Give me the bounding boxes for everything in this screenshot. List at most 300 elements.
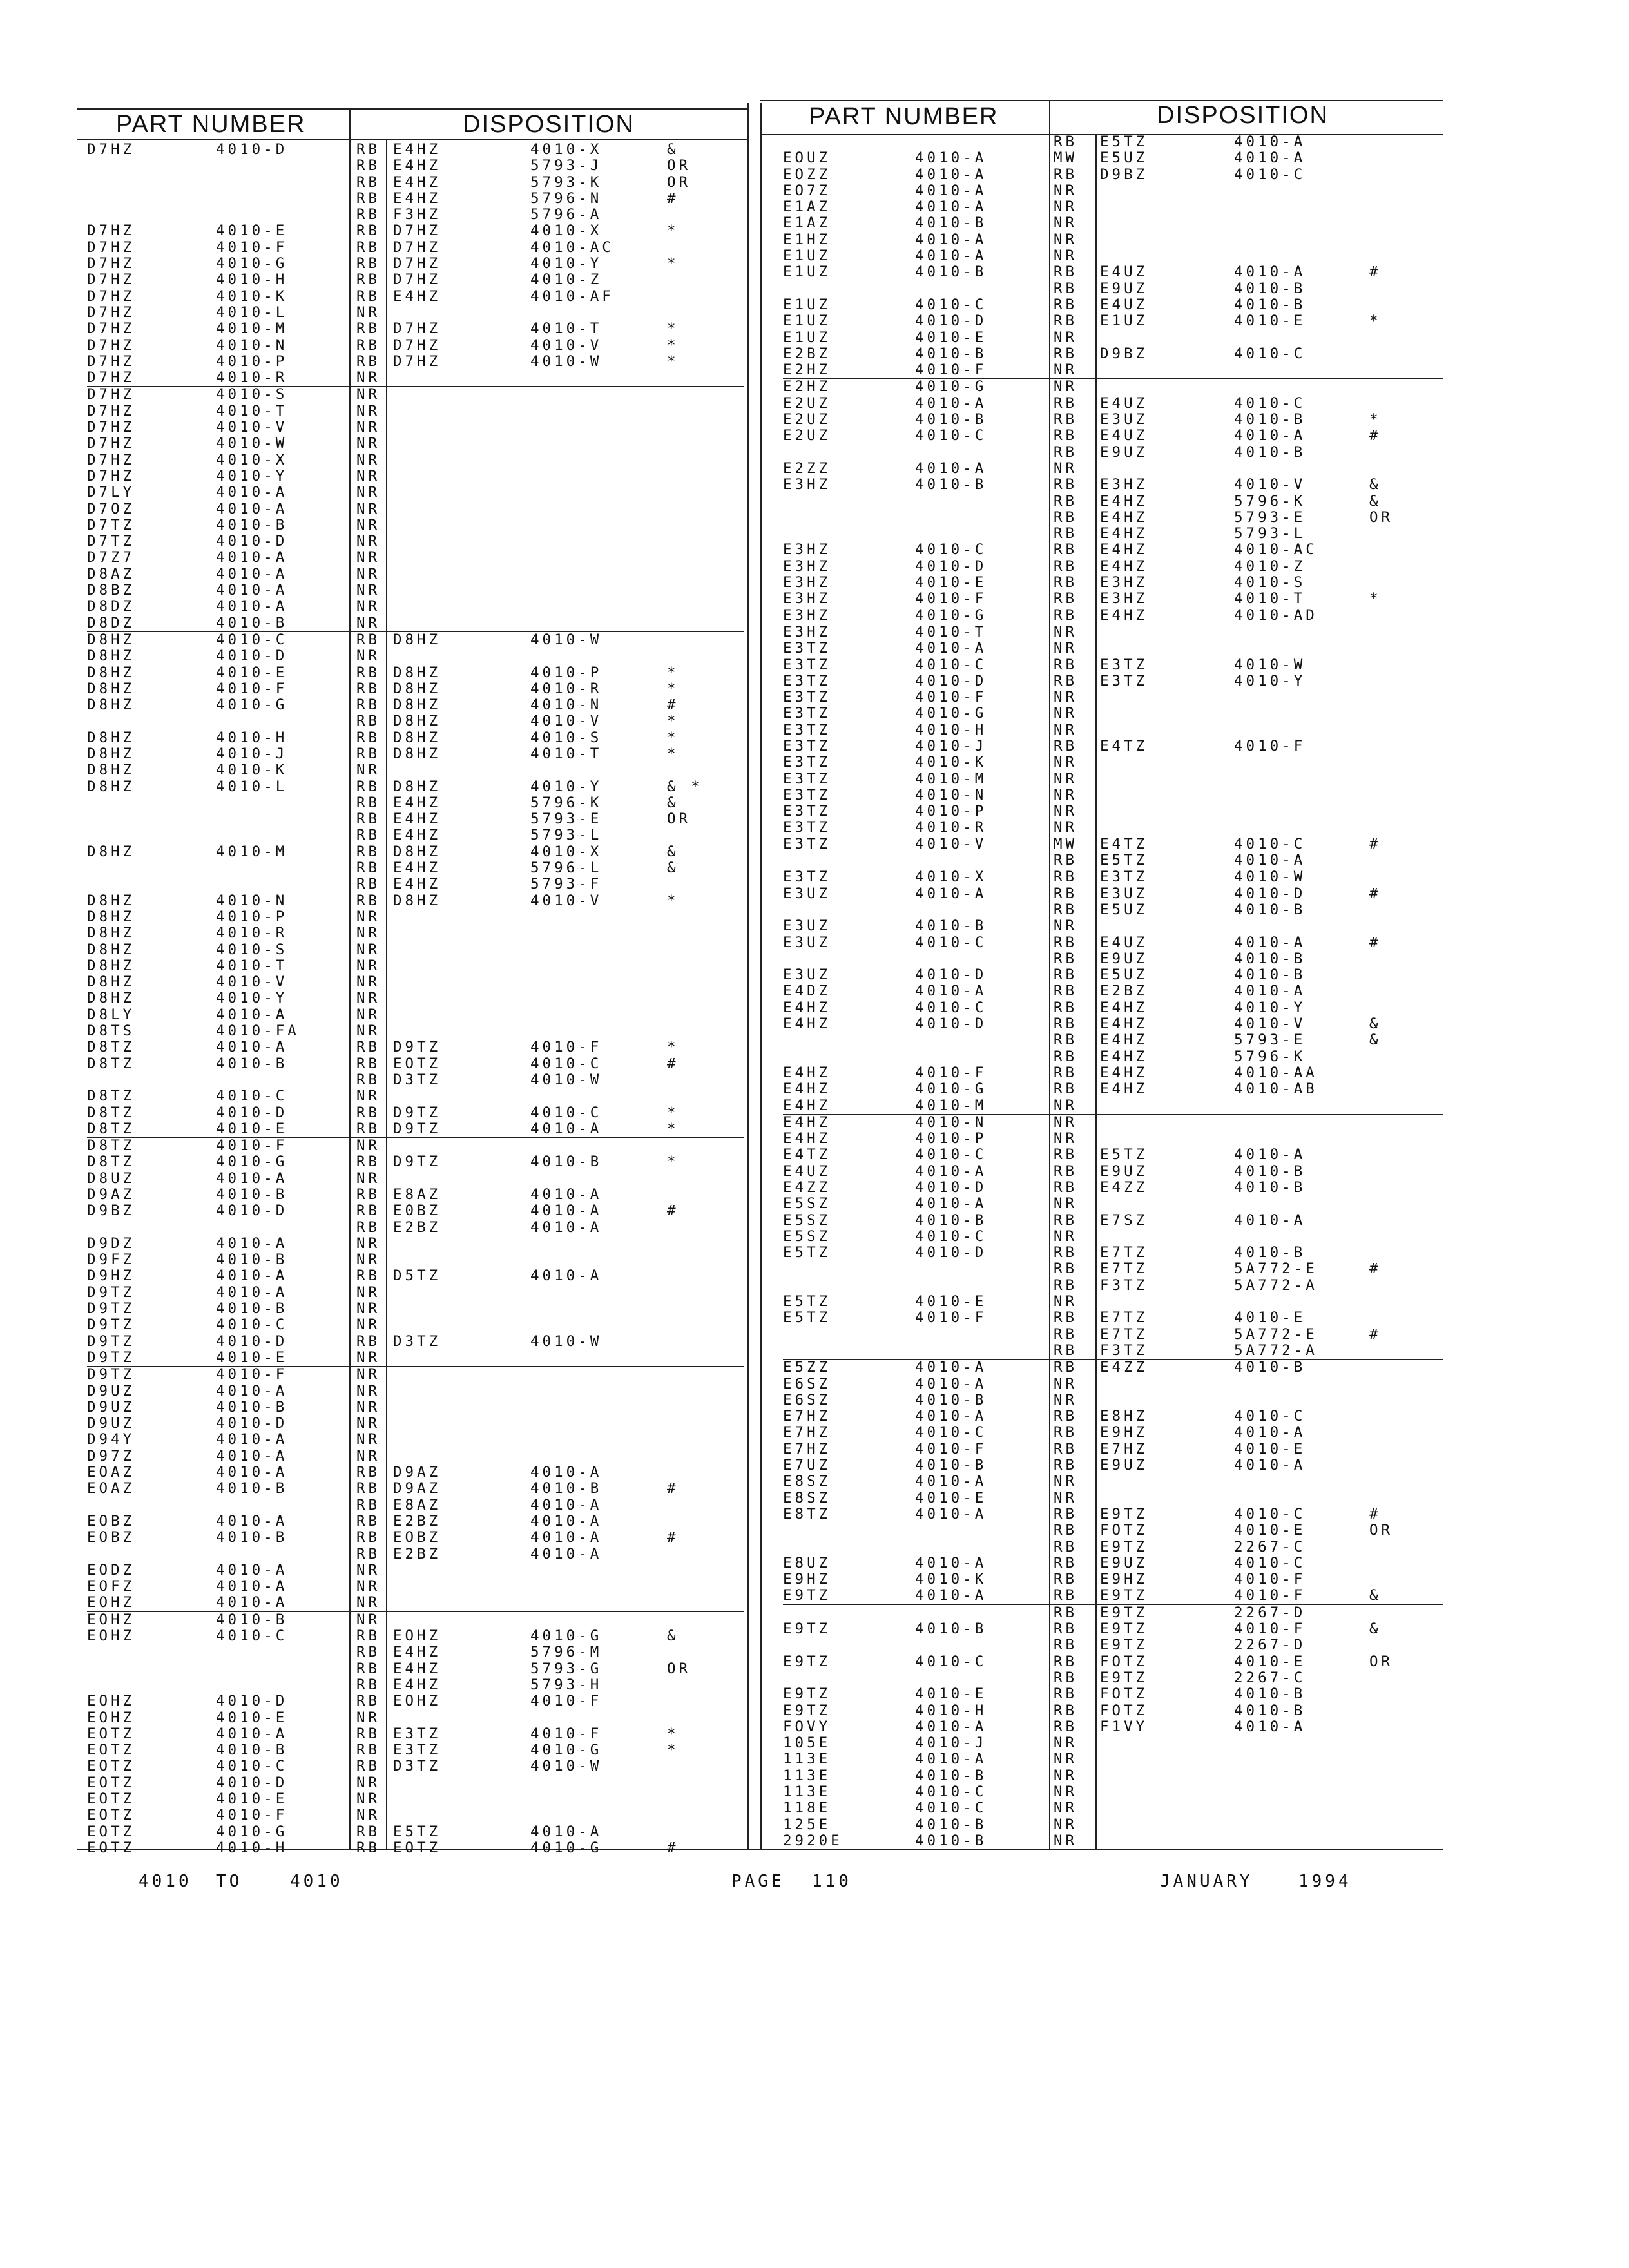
part-base: 4010-B (216, 516, 288, 533)
disposition-code: NR (1054, 640, 1078, 657)
disposition-code: NR (1054, 198, 1078, 216)
part-prefix: D8UZ (87, 1169, 135, 1187)
note: * (667, 680, 679, 697)
disposition-code: NR (356, 614, 381, 631)
new-prefix: D7HZ (393, 222, 441, 240)
table-row (87, 1611, 744, 1628)
new-base: 5796-K (1234, 1048, 1306, 1065)
new-prefix: E4HZ (1100, 525, 1148, 543)
new-prefix: D8HZ (393, 697, 441, 714)
disposition-code: NR (356, 467, 381, 485)
part-prefix: D94Y (87, 1431, 135, 1448)
new-base: 4010-Y (530, 778, 602, 795)
disposition-code: RB (356, 1480, 381, 1497)
part-prefix: EOHZ (87, 1611, 135, 1628)
part-base: 4010-B (216, 1529, 288, 1546)
new-base: 4010-X (530, 141, 602, 158)
new-prefix: E9TZ (1100, 1620, 1148, 1638)
table-row (783, 722, 1443, 738)
note: * (667, 729, 679, 746)
table-row (87, 1334, 744, 1350)
table-row (783, 248, 1443, 264)
disposition-code: RB (356, 206, 381, 224)
part-prefix: EOTZ (87, 1774, 135, 1791)
disposition-code: RB (1054, 1146, 1078, 1164)
footer-range-from: 4010 (139, 1872, 192, 1891)
note: # (667, 1480, 679, 1497)
disposition-code: NR (1054, 1816, 1078, 1833)
part-prefix: E3HZ (783, 623, 831, 640)
table-row (87, 1661, 744, 1677)
part-prefix: 125E (783, 1816, 831, 1833)
part-prefix: E4HZ (783, 999, 831, 1016)
part-base: 4010-F (915, 590, 987, 608)
note: * (667, 1725, 679, 1742)
note: & (1369, 1620, 1382, 1638)
disposition-code: NR (356, 762, 381, 779)
part-base: 4010-M (915, 1097, 987, 1114)
table-row (783, 412, 1443, 428)
note: & (1369, 1032, 1382, 1049)
part-base: 4010-J (915, 737, 987, 754)
disposition-code: NR (356, 565, 381, 582)
part-base: 4010-N (216, 892, 288, 909)
part-prefix: D8HZ (87, 778, 135, 795)
part-prefix: EOZZ (783, 166, 831, 183)
table-row (783, 738, 1443, 754)
part-prefix: E9TZ (783, 1686, 831, 1703)
new-base: 4010-C (1234, 1505, 1306, 1523)
note: * (667, 352, 679, 370)
part-base: 4010-E (216, 1790, 288, 1807)
new-base: 4010-T (530, 320, 602, 338)
disposition-code: RB (1054, 1211, 1078, 1229)
part-base: 4010-B (915, 1391, 987, 1408)
disposition-code: RB (1054, 1718, 1078, 1735)
part-base: 4010-D (216, 1202, 288, 1220)
part-prefix: E3UZ (783, 934, 831, 951)
part-prefix: E5TZ (783, 1293, 831, 1311)
new-prefix: E4HZ (393, 157, 441, 175)
new-base: 4010-AB (1234, 1081, 1318, 1098)
part-prefix: D7HZ (87, 369, 135, 387)
new-prefix: E9TZ (1100, 1669, 1148, 1686)
new-prefix: E9UZ (1100, 1457, 1148, 1474)
new-prefix: D8HZ (393, 729, 441, 746)
table-row (87, 779, 744, 795)
disposition-code: RB (1054, 1686, 1078, 1703)
note: * (667, 713, 679, 730)
part-base: 4010-C (915, 1783, 987, 1800)
table-row (87, 631, 744, 648)
part-base: 4010-P (216, 908, 288, 925)
new-base: 4010-AF (530, 287, 614, 305)
note: * (667, 1153, 679, 1171)
new-base: 5793-E (1234, 508, 1306, 526)
part-prefix: EOHZ (87, 1628, 135, 1645)
part-prefix: D7HZ (87, 141, 135, 158)
part-base: 4010-C (915, 1800, 987, 1817)
part-prefix: D8AZ (87, 565, 135, 582)
new-base: 4010-A (1234, 934, 1306, 951)
part-base: 4010-K (216, 762, 288, 779)
part-base: 4010-L (216, 778, 288, 795)
table-row (783, 1245, 1443, 1261)
part-prefix: E6SZ (783, 1375, 831, 1392)
new-base: 4010-B (1234, 296, 1306, 313)
part-prefix: E3TZ (783, 737, 831, 754)
new-base: 4010-C (1234, 345, 1306, 362)
disposition-code: RB (1054, 1276, 1078, 1294)
part-base: 4010-S (216, 386, 288, 403)
table-row (87, 1448, 744, 1465)
note: OR (667, 811, 691, 828)
table-row (783, 1343, 1443, 1359)
table-row (87, 1807, 744, 1823)
table-row (783, 1800, 1443, 1816)
part-prefix: D8HZ (87, 908, 135, 925)
part-prefix: E3HZ (783, 541, 831, 559)
part-base: 4010-H (216, 1839, 288, 1856)
part-base: 4010-G (915, 378, 987, 396)
table-row (87, 1007, 744, 1023)
right-table-body (783, 134, 1443, 1849)
part-base: 4010-D (216, 1332, 288, 1350)
part-prefix: D8BZ (87, 582, 135, 599)
disposition-code: NR (1054, 1130, 1078, 1148)
new-prefix: D3TZ (393, 1758, 441, 1775)
disposition-code: RB (356, 189, 381, 207)
table-row (87, 1693, 744, 1709)
new-base: 4010-A (1234, 852, 1306, 869)
part-base: 4010-C (915, 1653, 987, 1670)
table-row (87, 762, 744, 778)
part-base: 4010-A (216, 1006, 288, 1023)
part-prefix: D8HZ (87, 990, 135, 1007)
table-row (87, 1350, 744, 1366)
part-base: 4010-F (915, 1440, 987, 1457)
part-prefix: EOTZ (87, 1839, 135, 1856)
new-base: 4010-A (1234, 1718, 1306, 1735)
disposition-code: NR (1054, 918, 1078, 935)
table-row (87, 305, 744, 321)
part-base: 4010-A (216, 582, 288, 599)
part-prefix: E3TZ (783, 835, 831, 852)
disposition-code: NR (356, 303, 381, 321)
part-prefix: D9TZ (87, 1366, 135, 1383)
part-base: 4010-A (915, 1751, 987, 1768)
part-prefix: E4HZ (783, 1130, 831, 1148)
part-base: 4010-E (216, 1709, 288, 1726)
part-prefix: E3TZ (783, 689, 831, 706)
table-row (783, 820, 1443, 836)
new-prefix: D9AZ (393, 1480, 441, 1497)
part-base: 4010-C (216, 1088, 288, 1105)
new-prefix: E4HZ (393, 811, 441, 828)
part-prefix: D7HZ (87, 255, 135, 273)
new-base: 5796-M (530, 1644, 602, 1661)
table-row (87, 158, 744, 174)
new-base: 5793-F (530, 876, 602, 893)
disposition-code: NR (356, 974, 381, 991)
part-prefix: E3HZ (783, 476, 831, 494)
table-row (783, 608, 1443, 624)
part-prefix: E5SZ (783, 1227, 831, 1245)
part-base: 4010-A (216, 1464, 288, 1481)
table-row (87, 827, 744, 843)
part-prefix: E4DZ (783, 983, 831, 1000)
part-prefix: D7HZ (87, 386, 135, 403)
new-prefix: E4HZ (1100, 492, 1148, 510)
part-base: 4010-D (216, 648, 288, 665)
part-prefix: E8TZ (783, 1505, 831, 1523)
part-base: 4010-C (915, 1424, 987, 1441)
part-prefix: E1HZ (783, 231, 831, 248)
disposition-code: RB (1054, 312, 1078, 330)
disposition-code: RB (1054, 737, 1078, 754)
part-base: 4010-E (216, 222, 288, 240)
part-prefix: D7HZ (87, 336, 135, 354)
new-base: 4010-D (1234, 885, 1306, 902)
table-row (87, 142, 744, 158)
disposition-code: RB (356, 778, 381, 795)
disposition-code: NR (1054, 459, 1078, 477)
new-prefix: E4UZ (1100, 296, 1148, 313)
note: & (667, 843, 679, 860)
part-prefix: E9TZ (783, 1587, 831, 1604)
table-row (783, 1261, 1443, 1277)
footer-range-to-word: TO (216, 1872, 243, 1891)
part-prefix: E1AZ (783, 198, 831, 216)
table-row (783, 836, 1443, 852)
left-table-body (87, 142, 744, 1856)
new-base: 5793-G (530, 1660, 602, 1677)
table-row (87, 1481, 744, 1497)
new-prefix: D9BZ (1100, 345, 1148, 362)
footer-range-to: 4010 (290, 1872, 343, 1891)
table-row (783, 1506, 1443, 1523)
table-row (87, 550, 744, 566)
part-prefix: E3UZ (783, 966, 831, 984)
table-row (87, 1088, 744, 1104)
new-base: 4010-A (1234, 149, 1306, 167)
disposition-code: RB (1054, 1359, 1078, 1376)
disposition-code: NR (356, 1023, 381, 1040)
table-row (783, 445, 1443, 461)
part-base: 4010-N (915, 786, 987, 803)
table-row (783, 183, 1443, 199)
new-prefix: E4HZ (1100, 1015, 1148, 1033)
table-row (87, 615, 744, 631)
part-prefix: EOTZ (87, 1790, 135, 1807)
note: * (667, 745, 679, 762)
part-base: 4010-D (216, 1104, 288, 1121)
new-prefix: E4HZ (1100, 541, 1148, 559)
table-row (87, 1072, 744, 1088)
new-base: 5796-K (530, 794, 602, 811)
part-prefix: D7HZ (87, 451, 135, 468)
part-prefix: E2ZZ (783, 459, 831, 477)
part-prefix: 113E (783, 1767, 831, 1784)
new-prefix: E8HZ (1100, 1408, 1148, 1425)
new-prefix: E4UZ (1100, 264, 1148, 281)
new-base: 4010-F (530, 1725, 602, 1742)
part-prefix: FOVY (783, 1718, 831, 1735)
part-base: 4010-C (915, 427, 987, 445)
part-prefix: E8SZ (783, 1473, 831, 1490)
part-prefix: D8TS (87, 1023, 135, 1040)
table-row (783, 1457, 1443, 1474)
part-base: 4010-A (915, 1554, 987, 1571)
disposition-code: RB (356, 1512, 381, 1530)
new-base: 4010-A (530, 1545, 602, 1562)
new-base: 4010-B (1234, 280, 1306, 297)
disposition-code: NR (356, 990, 381, 1007)
disposition-code: NR (356, 1431, 381, 1448)
disposition-code: NR (356, 500, 381, 517)
part-prefix: D7HZ (87, 467, 135, 485)
table-row (783, 330, 1443, 346)
new-prefix: EOTZ (393, 1839, 441, 1856)
table-row (87, 1252, 744, 1268)
table-row (87, 289, 744, 305)
part-base: 4010-C (915, 541, 987, 559)
table-row (783, 1523, 1443, 1539)
part-base: 4010-A (216, 1578, 288, 1595)
table-row (783, 281, 1443, 297)
table-row (783, 1327, 1443, 1343)
disposition-code: NR (356, 1251, 381, 1269)
new-base: 4010-G (530, 1839, 602, 1856)
note: # (1369, 1505, 1382, 1523)
note: & * (667, 778, 703, 795)
table-row (783, 167, 1443, 183)
table-row (783, 1703, 1443, 1719)
table-row (783, 428, 1443, 444)
table-row (87, 860, 744, 876)
table-row (783, 1670, 1443, 1686)
part-base: 4010-F (216, 1366, 288, 1383)
part-base: 4010-V (216, 974, 288, 991)
part-prefix: D9TZ (87, 1300, 135, 1318)
part-prefix: E8UZ (783, 1554, 831, 1571)
disposition-code: RB (356, 320, 381, 338)
new-prefix: FOTZ (1100, 1702, 1148, 1719)
disposition-code: NR (1054, 182, 1078, 199)
table-row (783, 1376, 1443, 1392)
table-row (87, 1628, 744, 1644)
note: OR (1369, 1522, 1394, 1539)
note: # (1369, 1260, 1382, 1278)
disposition-code: RB (356, 1725, 381, 1742)
table-row (783, 902, 1443, 918)
table-row (87, 321, 744, 337)
right-disposition-header: DISPOSITION (1157, 102, 1329, 129)
new-prefix: E3UZ (1100, 411, 1148, 428)
disposition-code: NR (1054, 819, 1078, 836)
part-prefix: E6SZ (783, 1391, 831, 1408)
part-prefix: D8HZ (87, 697, 135, 714)
part-base: 4010-F (216, 238, 288, 256)
disposition-code: NR (1054, 215, 1078, 232)
new-base: 5796-L (530, 860, 602, 877)
new-prefix: E5TZ (1100, 852, 1148, 869)
part-prefix: 2920E (783, 1832, 843, 1849)
note: OR (667, 157, 691, 175)
new-prefix: E9HZ (1100, 1424, 1148, 1441)
part-base: 4010-M (216, 843, 288, 860)
part-prefix: D8TZ (87, 1153, 135, 1171)
new-base: 4010-C (1234, 166, 1306, 183)
part-base: 4010-B (915, 1211, 987, 1229)
note: # (1369, 885, 1382, 902)
table-row (87, 1595, 744, 1611)
new-prefix: E4TZ (1100, 835, 1148, 852)
new-prefix: E7TZ (1100, 1244, 1148, 1262)
table-row (87, 713, 744, 729)
part-base: 4010-A (216, 549, 288, 566)
new-base: 5796-A (530, 206, 602, 224)
part-base: 4010-A (915, 166, 987, 183)
part-base: 4010-B (216, 1398, 288, 1416)
table-row (783, 754, 1443, 771)
disposition-code: MW (1054, 149, 1078, 167)
disposition-code: NR (356, 549, 381, 566)
note: & (667, 794, 679, 811)
table-row (783, 1588, 1443, 1604)
new-prefix: D8HZ (393, 680, 441, 697)
part-prefix: E3TZ (783, 721, 831, 738)
note: # (667, 1055, 679, 1072)
new-base: 5793-K (530, 173, 602, 191)
new-base: 4010-B (530, 1153, 602, 1171)
note: OR (667, 173, 691, 191)
note: * (667, 320, 679, 338)
part-base: 4010-B (216, 614, 288, 631)
part-base: 4010-FA (216, 1023, 300, 1040)
new-prefix: E7HZ (1100, 1440, 1148, 1457)
disposition-code: NR (356, 1790, 381, 1807)
part-prefix: E2BZ (783, 345, 831, 362)
part-prefix: D9BZ (87, 1202, 135, 1220)
part-prefix: E4TZ (783, 1146, 831, 1164)
part-prefix: D8HZ (87, 974, 135, 991)
new-prefix: D7HZ (393, 271, 441, 289)
part-base: 4010-A (216, 1431, 288, 1448)
table-row (87, 1710, 744, 1726)
note: * (667, 1742, 679, 1759)
disposition-code: NR (356, 1316, 381, 1334)
new-base: 4010-V (530, 892, 602, 909)
part-prefix: D8HZ (87, 843, 135, 860)
new-base: 4010-B (1234, 1244, 1306, 1262)
table-row (783, 461, 1443, 477)
new-base: 5796-N (530, 189, 602, 207)
disposition-code: RB (1054, 1587, 1078, 1604)
part-base: 4010-A (216, 565, 288, 582)
note: & (1369, 492, 1382, 510)
disposition-code: RB (356, 1071, 381, 1088)
disposition-code: NR (1054, 1735, 1078, 1752)
part-prefix: D8HZ (87, 664, 135, 681)
table-row (783, 1571, 1443, 1588)
new-base: 2267-D (1234, 1604, 1306, 1621)
new-prefix: D9TZ (393, 1120, 441, 1137)
disposition-code: NR (1054, 1783, 1078, 1800)
part-prefix: D8TZ (87, 1039, 135, 1056)
part-prefix: E3UZ (783, 918, 831, 935)
part-prefix: E3HZ (783, 590, 831, 608)
